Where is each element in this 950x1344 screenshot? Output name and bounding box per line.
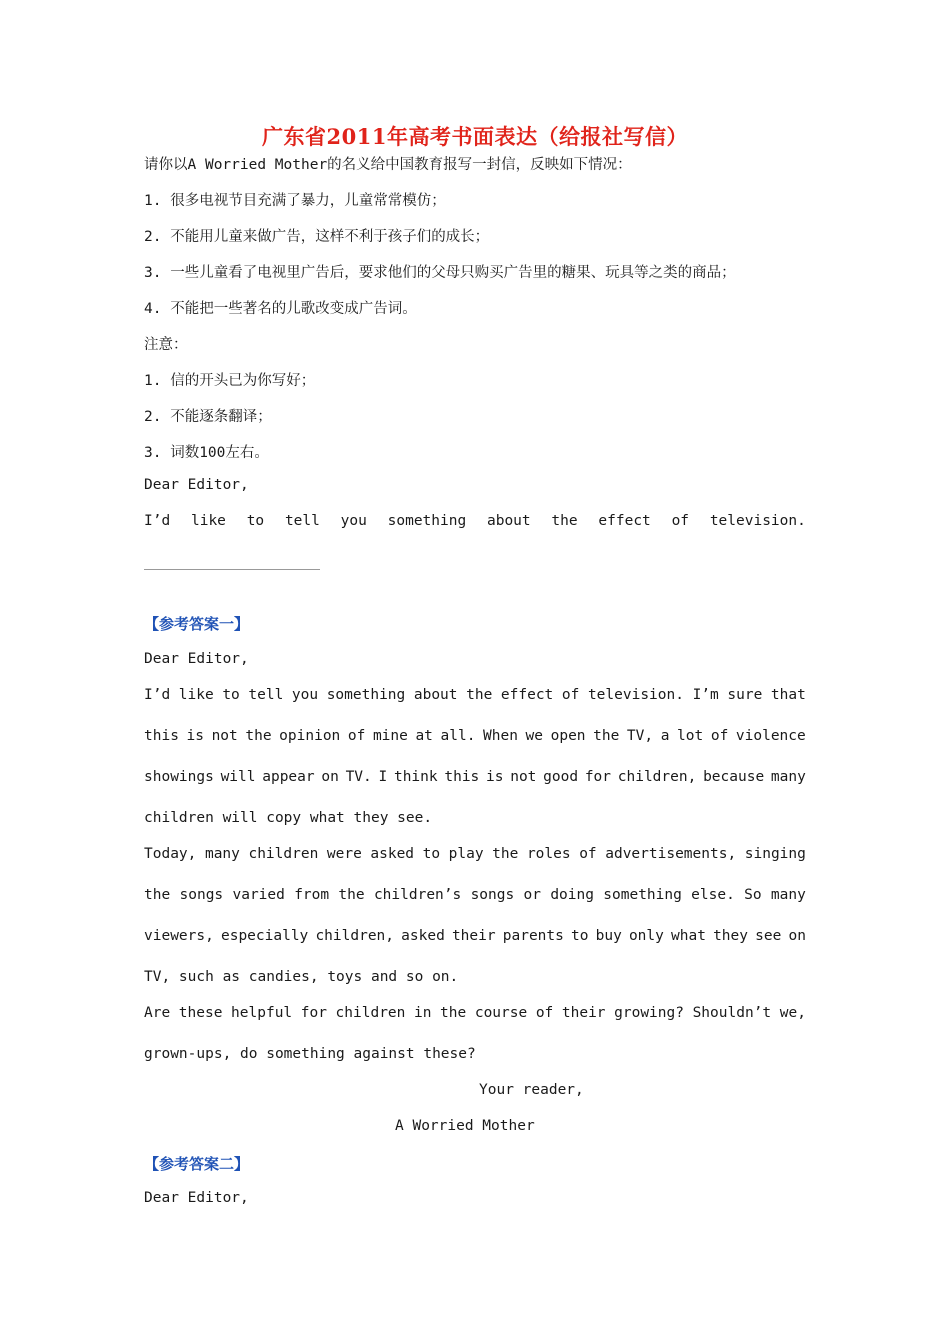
answer1-line-3: showings will appear on TV. I think this is not good for children, because many — [144, 769, 806, 785]
answer2-label: 【参考答案二】 — [144, 1155, 250, 1173]
answer1-signature: A Worried Mother — [395, 1118, 535, 1134]
answer2-salutation: Dear Editor, — [144, 1190, 249, 1206]
salutation: Dear Editor, — [144, 477, 249, 493]
answer1-line-8: TV, such as candies, toys and so on. — [144, 969, 459, 985]
answer1-line-2: this is not the opinion of mine at all. When we open the TV, a lot of violence — [144, 728, 806, 744]
opening-sentence: I’d like to tell you something about the effect of television. — [144, 513, 806, 529]
instruction-item-3: 3. 一些儿童看了电视里广告后，要求他们的父母只购买广告里的糖果、玩具等之类的商品； — [144, 265, 736, 281]
answer1-line-5: Today, many children were asked to play the roles of advertisements, singing — [144, 846, 806, 862]
answer1-line-1: I’d like to tell you something about the effect of television. I’m sure that — [144, 687, 806, 703]
instruction-item-1: 1. 很多电视节目充满了暴力，儿童常常模仿； — [144, 193, 446, 209]
answer1-closing: Your reader, — [479, 1082, 584, 1098]
note-item-2: 2. 不能逐条翻译； — [144, 409, 272, 425]
note-item-3: 3. 词数100左右。 — [144, 445, 269, 461]
answer-blank-line — [144, 569, 320, 570]
answer1-line-4: children will copy what they see. — [144, 810, 433, 826]
answer1-label: 【参考答案一】 — [144, 615, 250, 633]
instructions-intro: 请你以A Worried Mother的名义给中国教育报写一封信，反映如下情况： — [144, 157, 632, 173]
note-item-1: 1. 信的开头已为你写好； — [144, 373, 316, 389]
answer1-line-7: viewers, especially children, asked their parents to buy only what they see on — [144, 928, 806, 944]
instruction-item-2: 2. 不能用儿童来做广告，这样不利于孩子们的成长； — [144, 229, 490, 245]
notes-label: 注意： — [144, 337, 188, 353]
instruction-item-4: 4. 不能把一些著名的儿歌改变成广告词。 — [144, 301, 417, 317]
answer1-salutation: Dear Editor, — [144, 651, 249, 667]
answer1-line-6: the songs varied from the children’s songs or doing something else. So many — [144, 887, 806, 903]
page-title: 广东省2011年高考书面表达（给报社写信） — [262, 124, 688, 149]
answer1-line-9: Are these helpful for children in the course of their growing? Shouldn’t we, — [144, 1005, 806, 1021]
answer1-line-10: grown-ups, do something against these? — [144, 1046, 476, 1062]
